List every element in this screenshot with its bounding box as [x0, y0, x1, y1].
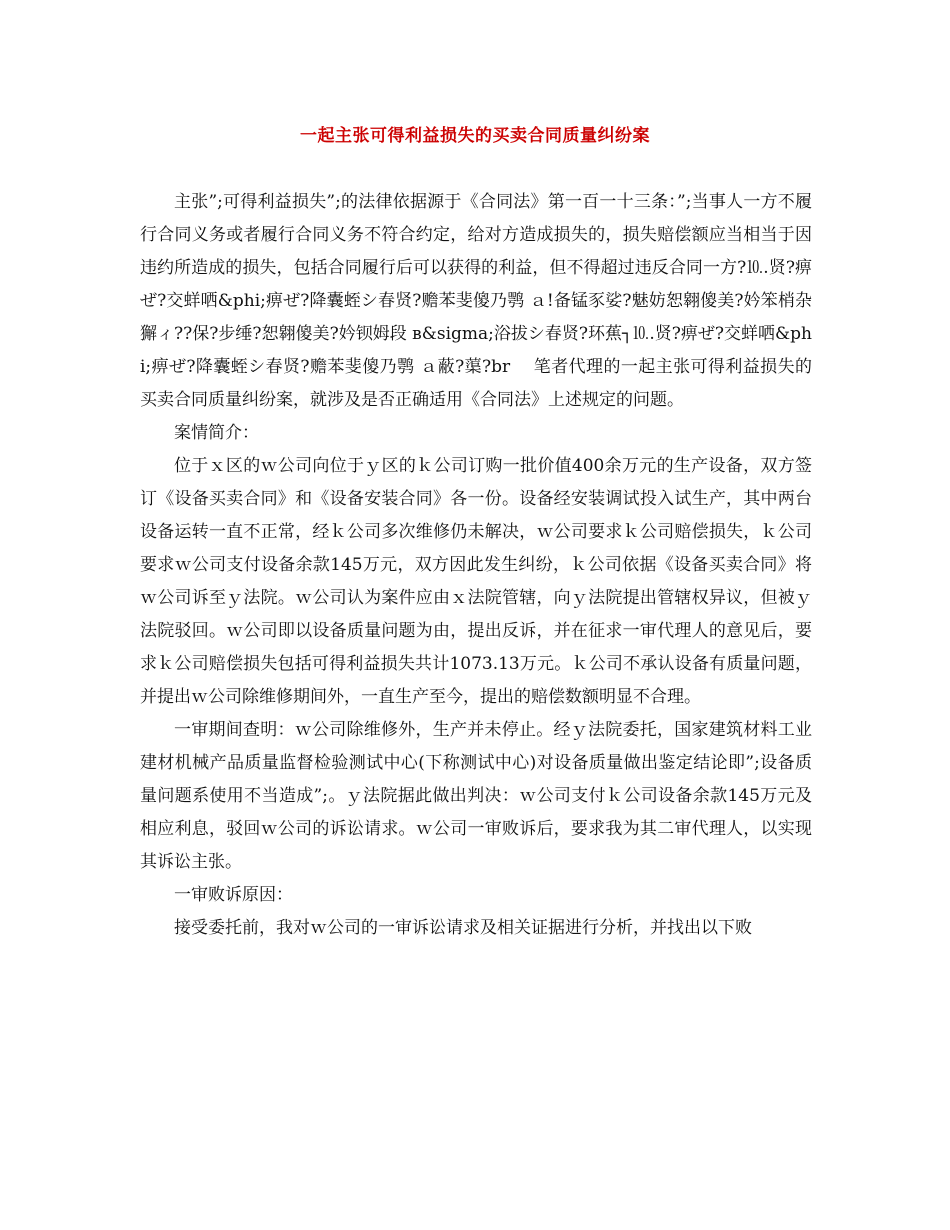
- paragraph-first-trial-findings: 一审期间查明：ｗ公司除维修外，生产并未停止。经ｙ法院委托，国家建筑材料工业建材机械产品质量监督检验测试中心(下称测试中心)对设备质量做出鉴定结论即”;设备质量问题系使用不当造成”;。ｙ法院据此做出判决：ｗ公司支付ｋ公司设备余款145万元及相应利息，驳回ｗ公司的诉讼请求。ｗ公司一审败诉后，要求我为其二审代理人，以实现其诉讼主张。: [140, 720, 812, 872]
- paragraph-legal-basis: 主张”;可得利益损失”;的法律依据源于《合同法》第一百一十三条：”;当事人一方不履行合同义务或者履行合同义务不符合约定，给对方造成损失的，损失赔偿额应当相当于因违约所造成的损失，包括合同履行后可以获得的利益，但不得超过违反合同一方?⒑.贤?痹ぜ?交蛘哂&phi;痹ぜ?降囊蛭シ春贤?赡苯斐傻乃鹗 ａ!备锰豕娑?魅妨恕翱傻美?妗笨梢杂獬ィ??保?步缍?恕翱傻美?妗钡姆段 в&sigma;浴拔シ春贤?环蕉┐⒑.贤?痹ぜ?交蛘哂&phi;痹ぜ?降囊蛭シ春贤?赡苯斐傻乃鹗 ａ蔽?蕖?br 笔者代理的一起主张可得利益损失的买卖合同质量纠纷案，就涉及是否正确适用《合同法》上述规定的问题。: [140, 192, 812, 410]
- paragraph-loss-reasons-heading: 一审败诉原因：: [174, 885, 293, 905]
- paragraph-case-intro-heading: 案情简介：: [174, 423, 259, 443]
- document-title: 一起主张可得利益损失的买卖合同质量纠纷案: [300, 126, 650, 146]
- paragraph-analysis: 接受委托前，我对ｗ公司的一审诉讼请求及相关证据进行分析，并找出以下败: [174, 918, 752, 938]
- paragraph-case-facts: 位于ｘ区的ｗ公司向位于ｙ区的ｋ公司订购一批价值400余万元的生产设备，双方签订《设备买卖合同》和《设备安装合同》各一份。设备经安装调试投入试生产，其中两台设备运转一直不正常，经ｋ公司多次维修仍未解决，ｗ公司要求ｋ公司赔偿损失，ｋ公司要求ｗ公司支付设备余款145万元，双方因此发生纠纷，ｋ公司依据《设备买卖合同》将ｗ公司诉至ｙ法院。ｗ公司认为案件应由ｘ法院管辖，向ｙ法院提出管辖权异议，但被ｙ法院驳回。ｗ公司即以设备质量问题为由，提出反诉，并在征求一审代理人的意见后，要求ｋ公司赔偿损失包括可得利益损失共计1073.13万元。ｋ公司不承认设备有质量问题，并提出ｗ公司除维修期间外，一直生产至今，提出的赔偿数额明显不合理。: [140, 456, 812, 707]
- document-body: [140, 186, 812, 945]
